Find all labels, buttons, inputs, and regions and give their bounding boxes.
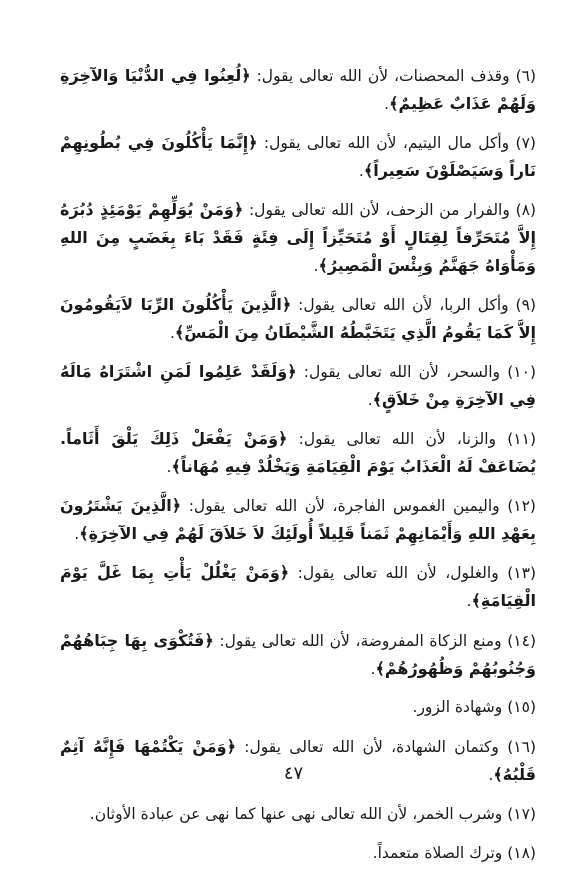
item-number: (٩) [515,296,536,314]
item-number: (١٦) [507,738,537,756]
item-tail: . [466,592,472,610]
list-item [60,801,536,828]
item-number: (٨) [515,201,537,219]
item-number: (١١) [507,430,536,448]
item-tail: . [488,766,494,784]
item-text: والسحر، لأن الله تعالى يقول: [296,363,508,381]
list-item [60,62,536,118]
item-text: والفرار من الزحف، لأن الله تعالى يقول: [243,201,516,219]
list-item [60,291,536,347]
list-item [60,129,536,185]
list-item [60,425,536,481]
quran-verse: ﴿إِنَّمَا يَأْكُلُونَ فِي بُطُونِهِمْ نَاراً وَسَيَصْلَوْنَ سَعِيراً﴾ [60,133,536,180]
quran-verse: ﴿وَمَنْ يَكْتُمْهَا فَإِنَّهُ آثِمٌ قَلْبُهُ﴾ [60,737,536,784]
list-item [60,358,536,414]
list-item [60,492,536,548]
item-text: وقذف المحصنات، لأن الله تعالى يقول: [250,67,516,85]
list-item [60,196,536,280]
quran-verse: ﴿لُعِنُوا فِي الدُّنْيَا وَالآخِرَةِ وَلَهُمْ عَذَابٌ عَظِيمٌ﴾ [60,66,536,113]
item-tail: . [169,324,175,342]
item-number: (١٢) [507,497,536,515]
page-body [60,62,536,879]
item-number: (٦) [515,67,537,85]
item-text: وأكل الربا، لأن الله تعالى يقول: [291,296,516,314]
quran-verse: ﴿الَّذِينَ يَأْكُلُونَ الرِّبَا لاَيَقُومُونَ إِلاَّ كَمَا يَقُومُ الَّذِي يَتَخَبَّطُهُ الشَّيْطَانُ مِنَ الْمَسِّ﴾ [60,295,536,342]
quran-verse: ﴿فَتُكْوَى بِهَا جِبَاهُهُمْ وَجُنُوبُهُمْ وَظُهُورُهُمْ﴾ [60,631,536,678]
quran-verse: ﴿وَمَنْ يَفْعَلْ ذَلِكَ يَلْقَ أَثَاماً. يُضَاعَفْ لَهُ الْعَذَابُ يَوْمَ الْقِيَامَةِ وَيَخْلُدْ فِيهِ مُهَاناً﴾ [60,429,536,476]
list-item [60,559,536,615]
item-text: واليمين الغموس الفاجرة، لأن الله تعالى يقول: [181,497,508,515]
item-text: وترك الصلاة متعمداً. [372,844,508,862]
quran-verse: ﴿الَّذِينَ يَشْتَرُونَ بِعَهْدِ اللهِ وَأَيْمَانِهِمْ ثَمَناً قَلِيلاً أُولَئِكَ لاَ خَلاَقَ لَهُمْ فِي الآخِرَةِ﴾ [60,496,536,543]
item-tail: . [313,257,319,275]
item-number: (١٨) [507,844,536,862]
item-tail: . [166,458,172,476]
quran-verse: ﴿وَلَقَدْ عَلِمُوا لَمَنِ اشْتَرَاهُ مَالَهُ فِي الآخِرَةِ مِنْ خَلاَقٍ﴾ [60,362,536,409]
item-number: (١٤) [507,632,536,650]
list-item [60,840,536,867]
item-tail: . [384,95,390,113]
item-number: (١٧) [507,805,536,823]
item-text: ومنع الزكاة المفروضة، لأن الله تعالى يقول: [213,632,508,650]
item-number: (١٠) [507,363,536,381]
item-text: والزنا، لأن الله تعالى يقول: [287,430,508,448]
list-item [60,694,536,721]
item-number: (١٥) [507,698,536,716]
item-text: والغلول، لأن الله تعالى يقول: [289,564,508,582]
quran-verse: ﴿وَمَنْ يُوَلِّهِمْ يَوْمَئِذٍ دُبُرَهُ إِلاَّ مُتَحَرِّفاً لِقِتَالٍ أَوْ مُتَحَيِّزاً إِلَى فِئَةٍ فَقَدْ بَاءَ بِغَضَبٍ مِنَ اللهِ وَمَأْوَاهُ جَهَنَّمُ وَبِئْسَ الْمَصِيرُ﴾ [60,200,536,275]
item-text: وكتمان الشهادة، لأن الله تعالى يقول: [235,738,508,756]
item-tail: . [74,525,80,543]
item-text: وشرب الخمر، لأن الله تعالى نهى عنها كما نهى عن عبادة الأوثان. [89,805,508,823]
page-number: ٤٧ [283,763,304,784]
item-text: وأكل مال اليتيم، لأن الله تعالى يقول: [257,134,516,152]
item-tail: . [367,391,373,409]
item-text: وشهادة الزور. [412,698,508,716]
item-number: (١٣) [507,564,537,582]
item-tail: . [370,660,376,678]
list-item [60,627,536,683]
item-number: (٧) [515,134,536,152]
item-tail: . [358,162,364,180]
quran-verse: ﴿وَمَنْ يَغْلُلْ يَأْتِ بِمَا غَلَّ يَوْمَ الْقِيَامَةِ﴾ [60,563,536,610]
